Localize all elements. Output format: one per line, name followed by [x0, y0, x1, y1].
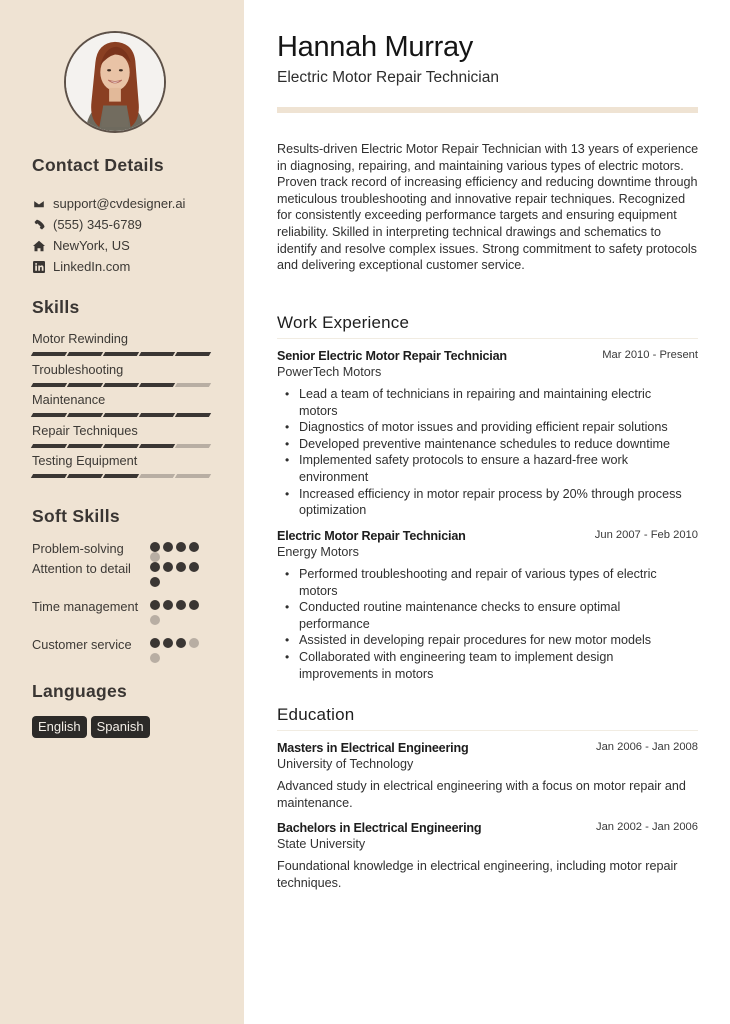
company-name: Energy Motors	[277, 545, 359, 559]
soft-skill-label: Problem-solving	[32, 541, 124, 556]
soft-skill-item	[32, 636, 222, 674]
skill-level-bar	[32, 383, 222, 387]
contact-linkedin-text[interactable]: LinkedIn.com	[53, 259, 131, 274]
job-bullet: • Collaborated with engineering team to implement design improvements in motors	[299, 649, 698, 682]
education-description: Foundational knowledge in electrical engineering, including motor repair techniques.	[277, 859, 678, 890]
skill-label: Maintenance	[32, 392, 106, 407]
skill-item	[32, 423, 222, 454]
skill-label: Motor Rewinding	[32, 331, 129, 346]
language-tag: Spanish	[91, 716, 150, 738]
soft-skill-label: Customer service	[32, 637, 132, 652]
soft-skill-label: Time management	[32, 599, 139, 614]
job-bullet: • Diagnostics of motor issues and providing efficient repair solutions	[299, 419, 698, 436]
candidate-name: Hannah Murray	[277, 31, 473, 63]
job-bullet: • Conducted routine maintenance checks to ensure optimal performance	[299, 599, 698, 632]
contact-email[interactable]	[32, 193, 185, 214]
contact-list	[32, 193, 185, 277]
phone-icon	[32, 218, 46, 232]
contact-heading: Contact Details	[32, 155, 164, 175]
degree-title: Masters in Electrical Engineering	[277, 741, 469, 755]
job-dates: Mar 2010 - Present	[602, 349, 698, 361]
soft-skill-rating	[150, 562, 204, 587]
job-bullet: • Developed preventive maintenance schedules to reduce downtime	[299, 436, 698, 453]
contact-phone[interactable]	[32, 214, 185, 235]
language-tag: English	[32, 716, 87, 738]
contact-location	[32, 235, 185, 256]
soft-skill-rating	[150, 542, 204, 562]
portrait-image	[66, 33, 164, 131]
contact-location-text: NewYork, US	[53, 238, 130, 253]
school-name: University of Technology	[277, 757, 414, 771]
header-divider	[277, 107, 698, 113]
skill-item	[32, 362, 222, 393]
job-bullet: • Increased efficiency in motor repair process by 20% through process optimization	[299, 486, 698, 519]
sidebar	[0, 0, 244, 1024]
skill-level-bar	[32, 352, 222, 356]
envelope-icon	[32, 197, 46, 211]
work-experience-heading: Work Experience	[277, 313, 410, 332]
skill-item	[32, 331, 222, 362]
languages-list	[32, 716, 150, 738]
contact-phone-text[interactable]: (555) 345-6789	[53, 217, 142, 232]
experience-entry	[277, 348, 698, 519]
job-bullet: • Implemented safety protocols to ensure a hazard-free work environment	[299, 452, 698, 485]
job-dates: Jun 2007 - Feb 2010	[594, 529, 698, 541]
degree-title: Bachelors in Electrical Engineering	[277, 821, 482, 835]
skill-label: Testing Equipment	[32, 453, 138, 468]
skills-heading: Skills	[32, 297, 80, 317]
profile-summary: Results-driven Electric Motor Repair Technician with 13 years of experience in diagnosing, repairing, and maintaining various types of electric motors. Proven track record of increasing efficiency and reducing downtime through meticulous troubleshooting and innovative repair techniques. Recognized for consistently exceeding performance targets and ensuring equipment reliability. Skilled in interpreting technical drawings and schematics to identify and resolve complex issues. Strong commitment to safety protocols and delivering exceptional customer service.	[277, 142, 699, 273]
profile-photo	[64, 31, 166, 133]
skill-label: Repair Techniques	[32, 422, 138, 438]
skill-label: Troubleshooting	[32, 361, 124, 377]
skill-item	[32, 453, 222, 484]
school-name: State University	[277, 837, 366, 851]
skill-level-bar	[32, 474, 222, 478]
contact-linkedin[interactable]	[32, 256, 185, 277]
soft-skill-label: Attention to detail	[32, 561, 131, 576]
contact-email-text[interactable]: support@cvdesigner.ai	[53, 196, 186, 211]
education-entry	[277, 740, 698, 811]
linkedin-icon	[32, 260, 46, 274]
home-icon	[32, 239, 46, 253]
soft-skills-list	[32, 540, 222, 674]
education-dates: Jan 2006 - Jan 2008	[595, 741, 698, 753]
soft-skill-item	[32, 560, 222, 598]
education-description: Advanced study in electrical engineering with a focus on motor repair and maintenance.	[277, 779, 686, 810]
skills-list	[32, 331, 222, 484]
job-bullets	[277, 566, 698, 682]
education-dates: Jan 2002 - Jan 2006	[595, 821, 698, 833]
job-title: Electric Motor Repair Technician	[277, 529, 466, 543]
job-bullet: • Assisted in developing repair procedures for new motor models	[299, 632, 698, 649]
section-divider	[277, 730, 698, 731]
skill-level-bar	[32, 413, 222, 417]
section-divider	[277, 338, 698, 339]
soft-skill-item	[32, 598, 222, 636]
job-bullets	[277, 386, 698, 519]
company-name: PowerTech Motors	[277, 365, 382, 379]
education-entry	[277, 820, 698, 891]
experience-entry	[277, 528, 698, 682]
education-heading: Education	[277, 705, 355, 724]
soft-skill-item	[32, 540, 222, 560]
languages-heading: Languages	[32, 681, 128, 701]
skill-level-bar	[32, 444, 222, 448]
soft-skills-heading: Soft Skills	[32, 506, 120, 526]
soft-skill-rating	[150, 638, 204, 663]
job-title: Senior Electric Motor Repair Technician	[277, 349, 507, 363]
job-bullet: • Lead a team of technicians in repairing and maintaining electric motors	[299, 386, 698, 419]
candidate-title: Electric Motor Repair Technician	[277, 69, 499, 86]
job-bullet: • Performed troubleshooting and repair of various types of electric motors	[299, 566, 698, 599]
skill-item	[32, 392, 222, 423]
soft-skill-rating	[150, 600, 204, 625]
